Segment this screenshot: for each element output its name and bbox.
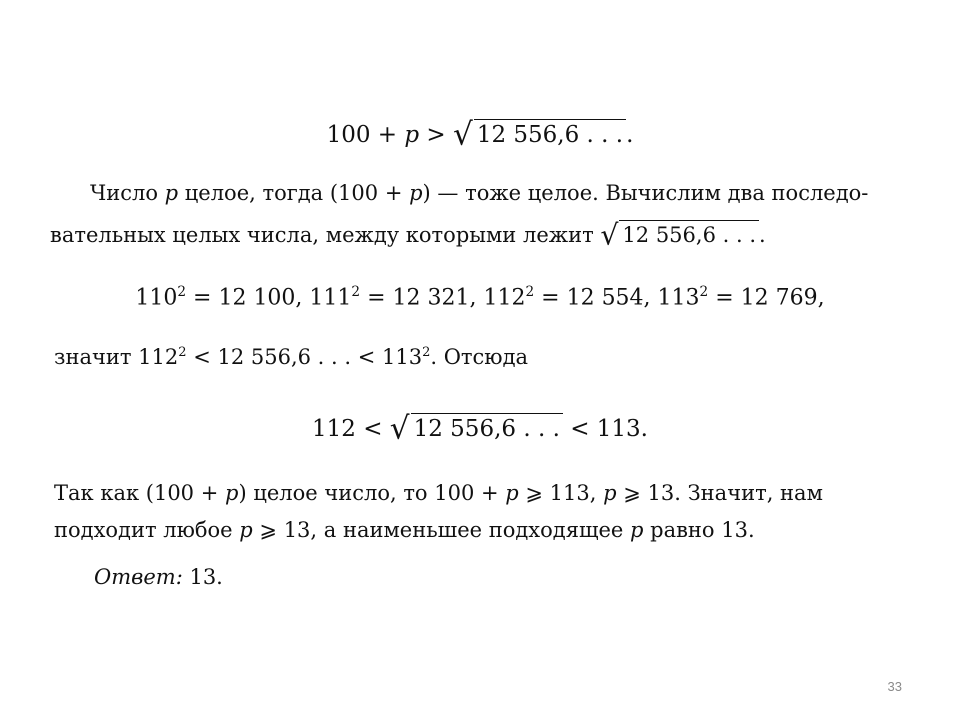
paragraph-line: вательных целых числа, между которыми лежит √ 12 556,6 . . . .	[50, 216, 766, 249]
equation-inequality: 100 + p > √ 12 556,6 . . . .	[0, 114, 960, 150]
radical-sign-icon: √	[389, 410, 410, 447]
equation-bounds: 112 < √ 12 556,6 . . . < 113.	[0, 408, 960, 444]
sqrt-radical: √ 12 556,6 . . .	[390, 408, 563, 444]
paragraph-line: Число p целое, тогда (100 + p) — тоже целое. Вычислим два последо-	[90, 181, 869, 205]
paragraph-line: значит $112^2 < 12$ 556,6 . . . < $113^2$. Отсюда	[54, 345, 529, 369]
sqrt-radical: √ 12 556,6 . . .	[600, 216, 759, 249]
equation-squares: $110^2 = 12$ 100, $111^2 = 12$ 321, $112^2 = 12$ 554, $113^2 = 12$ 769,	[135, 284, 825, 311]
paragraph-line: подходит любое p ⩾ 13, а наименьшее подходящее p равно 13.	[54, 518, 755, 542]
answer-value: 13.	[182, 565, 223, 589]
page-number: 33	[887, 679, 902, 694]
paragraph-line: Так как (100 + p) целое число, то 100 + p ⩾ 113, p ⩾ 13. Значит, нам	[54, 481, 823, 505]
radical-sign-icon: √	[453, 116, 473, 153]
answer-line	[94, 565, 223, 589]
radical-sign-icon: √	[600, 218, 619, 252]
sqrt-radical: √ 12 556,6 . . .	[453, 114, 626, 150]
answer-label: Ответ:	[94, 565, 183, 589]
